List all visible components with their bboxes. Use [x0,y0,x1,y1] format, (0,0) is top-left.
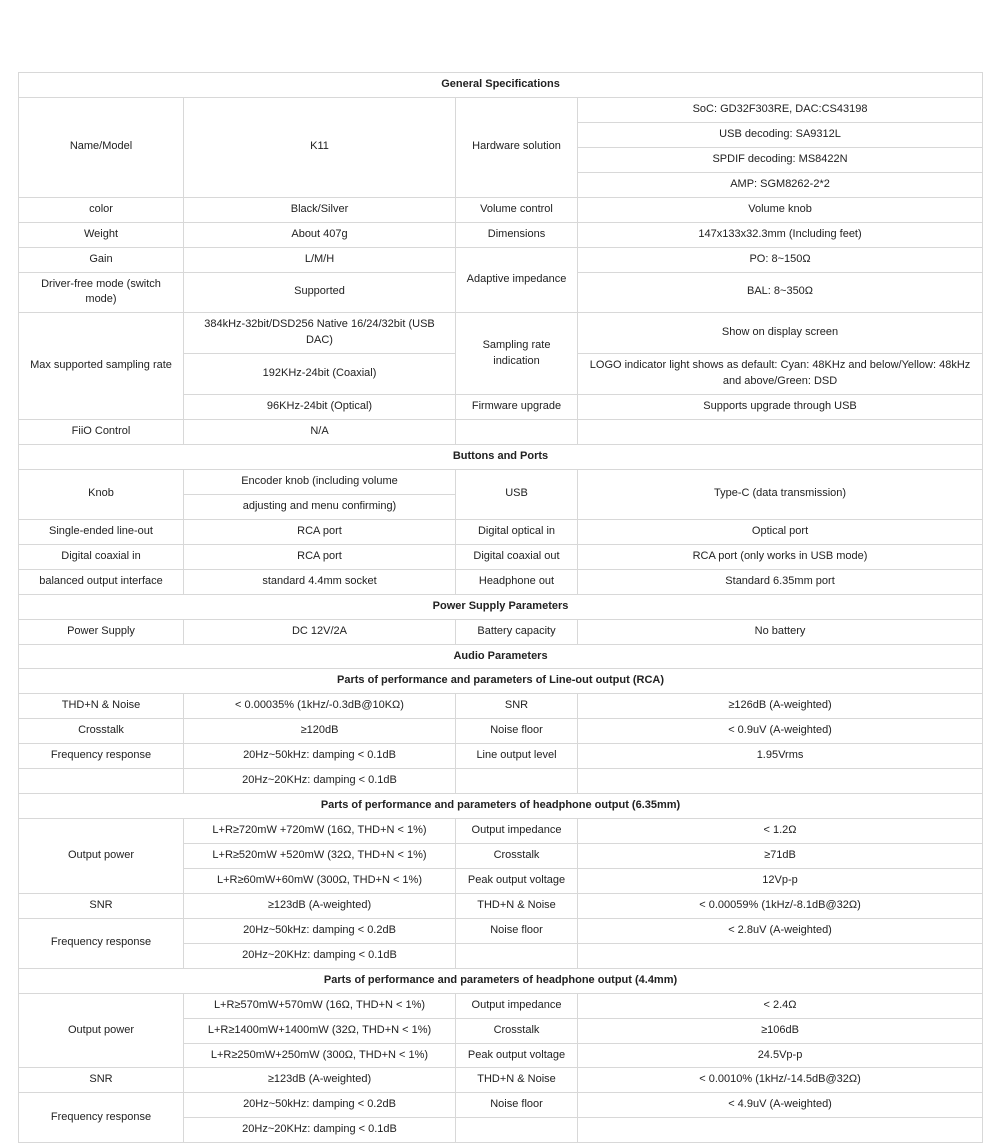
label-weight: Weight [19,222,184,247]
label-dimensions: Dimensions [456,222,578,247]
value-sampling-indication-screen: Show on display screen [578,313,983,354]
label-digital-coaxial-out: Digital coaxial out [456,544,578,569]
empty-cell [19,769,184,794]
value-hp44-output-power-32: L+R≥1400mW+1400mW (32Ω, THD+N < 1%) [184,1018,456,1043]
value-balanced-output-interface: standard 4.4mm socket [184,569,456,594]
value-name-model: K11 [184,97,456,197]
label-adaptive-impedance: Adaptive impedance [456,247,578,313]
specifications-sheet [18,72,982,1143]
label-volume-control: Volume control [456,197,578,222]
label-name-model: Name/Model [19,97,184,197]
table-row [19,544,983,569]
value-digital-coaxial-out: RCA port (only works in USB mode) [578,544,983,569]
value-adaptive-impedance-bal: BAL: 8~350Ω [578,272,983,313]
label-hp44-noise-floor: Noise floor [456,1093,578,1118]
subsection-header-headphone-44: Parts of performance and parameters of headphone output (4.4mm) [19,968,983,993]
value-hp44-snr: ≥123dB (A-weighted) [184,1068,456,1093]
value-lineout-thdn: < 0.00035% (1kHz/-0.3dB@10KΩ) [184,694,456,719]
value-digital-coaxial-in: RCA port [184,544,456,569]
empty-cell [456,420,578,445]
section-header-audio: Audio Parameters [19,644,983,669]
value-lineout-crosstalk: ≥120dB [184,719,456,744]
table-row [19,197,983,222]
label-hp44-thdn: THD+N & Noise [456,1068,578,1093]
label-hp635-snr: SNR [19,893,184,918]
value-hardware-soc: SoC: GD32F303RE, DAC:CS43198 [578,97,983,122]
label-hp44-peak-voltage: Peak output voltage [456,1043,578,1068]
value-hp635-snr: ≥123dB (A-weighted) [184,893,456,918]
value-hp44-output-power-16: L+R≥570mW+570mW (16Ω, THD+N < 1%) [184,993,456,1018]
table-row [19,247,983,272]
label-lineout-frequency-response: Frequency response [19,744,184,769]
label-battery-capacity: Battery capacity [456,619,578,644]
empty-cell [578,769,983,794]
label-hp635-frequency-response: Frequency response [19,918,184,968]
value-hp635-crosstalk: ≥71dB [578,844,983,869]
empty-cell [578,943,983,968]
label-knob: Knob [19,469,184,519]
value-hardware-spdif: SPDIF decoding: MS8422N [578,147,983,172]
empty-cell [456,943,578,968]
value-adaptive-impedance-po: PO: 8~150Ω [578,247,983,272]
table-row [19,445,983,470]
label-lineout-thdn: THD+N & Noise [19,694,184,719]
value-knob-line1: Encoder knob (including volume [184,469,456,494]
label-color: color [19,197,184,222]
empty-cell [456,1118,578,1143]
value-gain: L/M/H [184,247,456,272]
label-hp635-peak-voltage: Peak output voltage [456,868,578,893]
value-hp635-peak-voltage: 12Vp-p [578,868,983,893]
value-color: Black/Silver [184,197,456,222]
table-row [19,569,983,594]
label-digital-coaxial-in: Digital coaxial in [19,544,184,569]
value-driver-free-mode: Supported [184,272,456,313]
value-fiio-control: N/A [184,420,456,445]
value-hp44-freq-2: 20Hz~20KHz: damping < 0.1dB [184,1118,456,1143]
table-row [19,893,983,918]
value-weight: About 407g [184,222,456,247]
value-hp635-output-power-32: L+R≥520mW +520mW (32Ω, THD+N < 1%) [184,844,456,869]
value-hp635-freq-1: 20Hz~50kHz: damping < 0.2dB [184,918,456,943]
label-usb: USB [456,469,578,519]
label-single-ended-line-out: Single-ended line-out [19,519,184,544]
section-header-power-supply: Power Supply Parameters [19,594,983,619]
value-volume-control: Volume knob [578,197,983,222]
table-row [19,993,983,1018]
table-row [19,819,983,844]
table-row [19,73,983,98]
value-hardware-usb: USB decoding: SA9312L [578,122,983,147]
value-headphone-out: Standard 6.35mm port [578,569,983,594]
table-row [19,469,983,494]
specifications-table [18,72,983,1143]
label-hardware-solution: Hardware solution [456,97,578,197]
table-row [19,1068,983,1093]
value-hp44-output-power-300: L+R≥250mW+250mW (300Ω, THD+N < 1%) [184,1043,456,1068]
label-digital-optical-in: Digital optical in [456,519,578,544]
section-header-general: General Specifications [19,73,983,98]
table-row [19,644,983,669]
table-row [19,313,983,354]
label-lineout-line-level: Line output level [456,744,578,769]
value-hp44-peak-voltage: 24.5Vp-p [578,1043,983,1068]
subsection-header-headphone-635: Parts of performance and parameters of headphone output (6.35mm) [19,794,983,819]
empty-cell [578,420,983,445]
label-hp44-crosstalk: Crosstalk [456,1018,578,1043]
value-hp44-thdn: < 0.0010% (1kHz/-14.5dB@32Ω) [578,1068,983,1093]
value-hp44-noise-floor: < 4.9uV (A-weighted) [578,1093,983,1118]
value-sampling-indication-logo: LOGO indicator light shows as default: Cyan: 48KHz and below/Yellow: 48kHz and above/Green: DSD [578,354,983,395]
value-lineout-line-level: 1.95Vrms [578,744,983,769]
table-row [19,918,983,943]
value-usb: Type-C (data transmission) [578,469,983,519]
table-row [19,719,983,744]
value-max-rate-optical: 96KHz-24bit (Optical) [184,395,456,420]
section-header-buttons-ports: Buttons and Ports [19,445,983,470]
label-lineout-snr: SNR [456,694,578,719]
table-row [19,222,983,247]
table-row [19,1093,983,1118]
value-firmware-upgrade: Supports upgrade through USB [578,395,983,420]
label-hp44-snr: SNR [19,1068,184,1093]
table-row [19,97,983,122]
label-hp635-thdn: THD+N & Noise [456,893,578,918]
label-hp635-output-impedance: Output impedance [456,819,578,844]
label-lineout-noise-floor: Noise floor [456,719,578,744]
value-power-supply: DC 12V/2A [184,619,456,644]
value-single-ended-line-out: RCA port [184,519,456,544]
label-hp635-output-power: Output power [19,819,184,894]
value-dimensions: 147x133x32.3mm (Including feet) [578,222,983,247]
value-hp635-thdn: < 0.00059% (1kHz/-8.1dB@32Ω) [578,893,983,918]
value-max-rate-coaxial: 192KHz-24bit (Coaxial) [184,354,456,395]
empty-cell [578,1118,983,1143]
value-hp635-noise-floor: < 2.8uV (A-weighted) [578,918,983,943]
label-headphone-out: Headphone out [456,569,578,594]
value-lineout-freq-2: 20Hz~20KHz: damping < 0.1dB [184,769,456,794]
value-hp635-output-impedance: < 1.2Ω [578,819,983,844]
value-battery-capacity: No battery [578,619,983,644]
label-hp44-output-impedance: Output impedance [456,993,578,1018]
label-hp44-output-power: Output power [19,993,184,1068]
table-row [19,694,983,719]
label-gain: Gain [19,247,184,272]
table-row [19,744,983,769]
label-balanced-output-interface: balanced output interface [19,569,184,594]
table-row [19,794,983,819]
value-hardware-amp: AMP: SGM8262-2*2 [578,172,983,197]
label-fiio-control: FiiO Control [19,420,184,445]
value-lineout-noise-floor: < 0.9uV (A-weighted) [578,719,983,744]
label-firmware-upgrade: Firmware upgrade [456,395,578,420]
value-lineout-freq-1: 20Hz~50kHz: damping < 0.1dB [184,744,456,769]
value-max-rate-usb: 384kHz-32bit/DSD256 Native 16/24/32bit (USB DAC) [184,313,456,354]
label-power-supply: Power Supply [19,619,184,644]
value-hp44-crosstalk: ≥106dB [578,1018,983,1043]
table-row [19,619,983,644]
value-digital-optical-in: Optical port [578,519,983,544]
table-row [19,669,983,694]
table-row [19,769,983,794]
value-hp635-output-power-16: L+R≥720mW +720mW (16Ω, THD+N < 1%) [184,819,456,844]
empty-cell [456,769,578,794]
label-hp635-crosstalk: Crosstalk [456,844,578,869]
value-knob-line2: adjusting and menu confirming) [184,494,456,519]
table-row [19,519,983,544]
label-hp635-noise-floor: Noise floor [456,918,578,943]
label-max-sampling-rate: Max supported sampling rate [19,313,184,420]
table-row [19,420,983,445]
label-driver-free-mode: Driver-free mode (switch mode) [19,272,184,313]
value-hp44-freq-1: 20Hz~50kHz: damping < 0.2dB [184,1093,456,1118]
table-row [19,968,983,993]
subsection-header-line-out: Parts of performance and parameters of Line-out output (RCA) [19,669,983,694]
label-lineout-crosstalk: Crosstalk [19,719,184,744]
value-hp635-output-power-300: L+R≥60mW+60mW (300Ω, THD+N < 1%) [184,868,456,893]
label-hp44-frequency-response: Frequency response [19,1093,184,1143]
value-hp44-output-impedance: < 2.4Ω [578,993,983,1018]
value-lineout-snr: ≥126dB (A-weighted) [578,694,983,719]
value-hp635-freq-2: 20Hz~20KHz: damping < 0.1dB [184,943,456,968]
label-sampling-rate-indication: Sampling rate indication [456,313,578,395]
table-row [19,594,983,619]
